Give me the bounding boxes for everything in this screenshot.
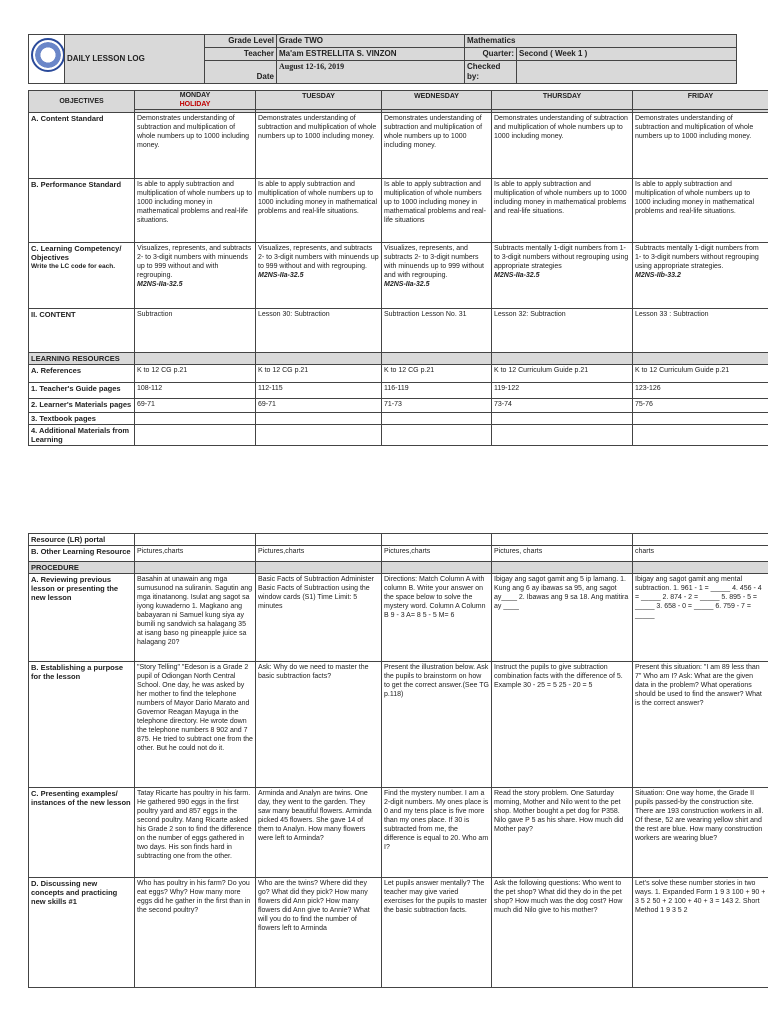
cell-tuesday: Demonstrates understanding of subtraction and multiplication of whole numbers up to 1000 including money. — [256, 113, 382, 179]
cell-monday: 69-71 — [135, 399, 256, 413]
table-row — [29, 353, 768, 365]
table-row — [29, 399, 768, 413]
table-row — [29, 878, 768, 988]
cell-wednesday — [382, 562, 492, 574]
cell-thursday: Ibigay ang sagot gamit ang 5 ip lamang. 1. Kung ang 6 ay ibawas sa 95, ang sagot ay____ 2. Ibawas ang 9 sa 18. Ang matitira ay ____ — [492, 574, 633, 662]
lc-code: M2NS-IIa-32.5 — [494, 272, 540, 279]
cell-thursday — [492, 534, 633, 546]
table-row — [29, 425, 768, 446]
cell-friday: Ibigay ang sagot gamit ang mental subtraction. 1. 961 - 1 = _____ 4. 456 - 4 = _____ 2. 874 - 2 = _____ 5. 895 - 5 = _____ 3. 658 - 0 = _____ 6. 759 - 7 = _____ — [633, 574, 768, 662]
table-row — [29, 574, 768, 662]
cell-wednesday: Demonstrates understanding of subtraction and multiplication of whole numbers up to 1000 including money. — [382, 113, 492, 179]
table-row — [29, 562, 768, 574]
cell-tuesday: Is able to apply subtraction and multiplication of whole numbers up to 1000 including money in mathematical problems and real-life situations. — [256, 179, 382, 243]
procedure-table — [28, 533, 768, 988]
row-label-1-teacher-s-guide-pages: 1. Teacher's Guide pages — [29, 383, 135, 399]
cell-thursday — [492, 425, 633, 446]
objectives-header: OBJECTIVES — [29, 91, 135, 113]
cell-tuesday: Lesson 30: Subtraction — [256, 309, 382, 353]
cell-wednesday: 116-119 — [382, 383, 492, 399]
cell-monday: Pictures,charts — [135, 546, 256, 562]
date-label: Date — [205, 61, 277, 84]
cell-tuesday — [256, 413, 382, 425]
lc-code: M2NS-IIb-33.2 — [635, 272, 681, 279]
cell-monday: Demonstrates understanding of subtraction and multiplication of whole numbers up to 1000 including money. — [135, 113, 256, 179]
cell-monday: K to 12 CG p.21 — [135, 365, 256, 383]
cell-monday: Visualizes, represents, and subtracts 2- to 3-digit numbers with minuends up to 999 without and with regrouping. M2NS-IIa-32.5 — [135, 243, 256, 309]
teacher-label: Teacher — [205, 48, 277, 61]
cell-thursday: Subtracts mentally 1-digit numbers from 1- to 3-digit numbers without regrouping using appropriate strategies M2NS-IIa-32.5 — [492, 243, 633, 309]
cell-friday: charts — [633, 546, 768, 562]
cell-friday: Demonstrates understanding of subtraction and multiplication of whole numbers up to 1000 including money. — [633, 113, 768, 179]
table-row — [29, 534, 768, 546]
row-label-a-content-standard: A. Content Standard — [29, 113, 135, 179]
row-label-c-learning-competency-objectives: C. Learning Competency/ Objectives Write the LC code for each. — [29, 243, 135, 309]
cell-friday — [633, 425, 768, 446]
row-label-3-textbook-pages: 3. Textbook pages — [29, 413, 135, 425]
deped-seal-cell — [29, 35, 65, 84]
cell-monday — [135, 353, 256, 365]
cell-friday: 123-126 — [633, 383, 768, 399]
cell-wednesday: 71-73 — [382, 399, 492, 413]
table-row — [29, 113, 768, 179]
row-label-resource-lr-portal: Resource (LR) portal — [29, 534, 135, 546]
row-label-ii-content: II. CONTENT — [29, 309, 135, 353]
row-label-b-performance-standard: B. Performance Standard — [29, 179, 135, 243]
teacher-value: Ma'am ESTRELLITA S. VINZON — [277, 48, 465, 61]
cell-tuesday: 69-71 — [256, 399, 382, 413]
cell-thursday: Instruct the pupils to give subtraction combination facts with the difference of 5. Example 30 - 25 = 5 25 - 20 = 5 — [492, 662, 633, 788]
row-label-2-learner-s-materials-pages: 2. Learner's Materials pages — [29, 399, 135, 413]
lc-code: M2NS-IIa-32.5 — [137, 281, 183, 288]
row-label-c-presenting-examples-instances-of-the-n: C. Presenting examples/ instances of the new lesson — [29, 788, 135, 878]
cell-tuesday: Ask: Why do we need to master the basic subtraction facts? — [256, 662, 382, 788]
cell-friday: 75-76 — [633, 399, 768, 413]
day-header-monday: MONDAY HOLIDAY — [135, 91, 256, 110]
cell-wednesday: Is able to apply subtraction and multiplication of whole numbers up to 1000 including money in mathematical problems and real-life situations — [382, 179, 492, 243]
log-title: DAILY LESSON LOG — [65, 35, 205, 84]
cell-tuesday: Who are the twins? Where did they go? What did they pick? How many flowers did Ann pick? How many flowers did Ann give to Annie? What will you do to find the number of flowers left to Arminda — [256, 878, 382, 988]
cell-wednesday — [382, 534, 492, 546]
cell-friday: Present this situation: "I am 89 less than 7" Who am I? Ask: What are the given data in the problem? What operations should be used to find the answer? What is the correct answer? — [633, 662, 768, 788]
table-row — [29, 788, 768, 878]
lc-code: M2NS-IIa-32.5 — [258, 272, 304, 279]
cell-monday — [135, 413, 256, 425]
table-row — [29, 662, 768, 788]
day-header-wednesday: WEDNESDAY — [382, 91, 492, 110]
cell-monday — [135, 562, 256, 574]
row-label-a-reviewing-previous-lesson-or-presentin: A. Reviewing previous lesson or presenting the new lesson — [29, 574, 135, 662]
cell-wednesday — [382, 425, 492, 446]
header-table — [28, 34, 737, 84]
quarter-value: Second ( Week 1 ) — [517, 48, 737, 61]
cell-tuesday: Arminda and Analyn are twins. One day, they went to the garden. They saw many beautiful flowers. Arminda picked 45 flowers. She gave 14 of them to Analyn. How many flowers were left to Arminda? — [256, 788, 382, 878]
cell-tuesday: Pictures,charts — [256, 546, 382, 562]
row-label-b-other-learning-resource: B. Other Learning Resource — [29, 546, 135, 562]
cell-monday: 108-112 — [135, 383, 256, 399]
cell-tuesday: Visualizes, represents, and subtracts 2- to 3-digit numbers with minuends up to 999 without and with regrouping. M2NS-IIa-32.5 — [256, 243, 382, 309]
day-header-thursday: THURSDAY — [492, 91, 633, 110]
table-row — [29, 383, 768, 399]
table-row — [29, 243, 768, 309]
quarter-label: Quarter: — [465, 48, 517, 61]
cell-thursday: Demonstrates understanding of subtraction and multiplication of whole numbers up to 1000 including money. — [492, 113, 633, 179]
cell-thursday: Read the story problem. One Saturday morning, Mother and Nilo went to the pet shop. Mother bought a pet dog for P358. Nilo gave P 5 as his share. How much did Mother pay? — [492, 788, 633, 878]
cell-thursday: Pictures, charts — [492, 546, 633, 562]
cell-tuesday — [256, 534, 382, 546]
checked-by-label: Checked by: — [465, 61, 517, 84]
objectives-table — [28, 90, 768, 446]
date-value: August 12-16, 2019 — [277, 61, 465, 84]
cell-friday: Lesson 33 : Subtraction — [633, 309, 768, 353]
lc-code: M2NS-IIa-32.5 — [384, 281, 430, 288]
cell-thursday: Lesson 32: Subtraction — [492, 309, 633, 353]
cell-thursday — [492, 413, 633, 425]
cell-friday: Is able to apply subtraction and multiplication of whole numbers up to 1000 including money in mathematical problems and real-life situations. — [633, 179, 768, 243]
cell-thursday — [492, 353, 633, 365]
table-row — [29, 309, 768, 353]
cell-monday — [135, 425, 256, 446]
table-row — [29, 413, 768, 425]
row-label-4-additional-materials-from-learning: 4. Additional Materials from Learning — [29, 425, 135, 446]
day-header-tuesday: TUESDAY — [256, 91, 382, 110]
cell-friday: Situation: One way home, the Grade II pupils passed-by the construction site. There are 193 construction workers in all. Of these, 52 are wearing yellow shirt and the rest are blue. How many construction workers are wearing blue? — [633, 788, 768, 878]
cell-friday — [633, 353, 768, 365]
cell-wednesday: Subtraction Lesson No. 31 — [382, 309, 492, 353]
objectives-rows — [29, 113, 768, 446]
row-label-a-references: A. References — [29, 365, 135, 383]
cell-thursday: 73-74 — [492, 399, 633, 413]
cell-wednesday: K to 12 CG p.21 — [382, 365, 492, 383]
cell-thursday: Ask the following questions: Who went to the pet shop? What did they do in the pet shop? How much was the dog cost? How much did Nilo give to his mother? — [492, 878, 633, 988]
row-label-learning-resources: LEARNING RESOURCES — [29, 353, 135, 365]
deped-seal-icon — [31, 38, 65, 72]
cell-thursday — [492, 562, 633, 574]
grade-level-value: Grade TWO — [277, 35, 465, 48]
cell-friday: Let's solve these number stories in two ways. 1. Expanded Form 1 9 3 100 + 90 + 3 5 2 50 + 2 100 + 40 + 3 = 143 2. Short Method 1 9 3 5 2 — [633, 878, 768, 988]
cell-thursday: 119-122 — [492, 383, 633, 399]
holiday-label: HOLIDAY — [179, 101, 211, 108]
procedure-rows — [29, 534, 768, 988]
cell-tuesday: K to 12 CG p.21 — [256, 365, 382, 383]
cell-friday: K to 12 Curriculum Guide p.21 — [633, 365, 768, 383]
day-header-friday: FRIDAY — [633, 91, 768, 110]
table-row — [29, 546, 768, 562]
table-row — [29, 365, 768, 383]
row-label-b-establishing-a-purpose-for-the-lesson: B. Establishing a purpose for the lesson — [29, 662, 135, 788]
cell-friday: Subtracts mentally 1-digit numbers from 1- to 3-digit numbers without regrouping using appropriate strategies. M2NS-IIb-33.2 — [633, 243, 768, 309]
cell-monday: Tatay Ricarte has poultry in his farm. He gathered 990 eggs in the first poultry yard and 857 eggs in the second poultry. Mang Ricarte asked his Grade 2 son to find the difference on the number of eggs gathered in two days. His son finds hard in subtracting one from the other. — [135, 788, 256, 878]
table-row — [29, 179, 768, 243]
cell-friday — [633, 562, 768, 574]
lesson-log-page-1 — [0, 34, 768, 446]
cell-monday — [135, 534, 256, 546]
grade-level-label: Grade Level — [205, 35, 277, 48]
cell-monday: "Story Telling" "Edeson is a Grade 2 pupil of Odiongan North Central School. One day, he was asked by her mother to find the telephone numbers of Mayor Dario Marato and Governor Reagan Mayuga in the telephone directory. He wrote down the telephone numbers 8 902 and 7 875. He tried to subtract one from the other. But he could not do it. — [135, 662, 256, 788]
cell-tuesday — [256, 425, 382, 446]
cell-monday: Is able to apply subtraction and multiplication of whole numbers up to 1000 including money in mathematical problems and real-life situations. — [135, 179, 256, 243]
cell-tuesday: Basic Facts of Subtraction Administer Basic Facts of Subtraction using the window cards (S1) Time Limit: 5 minutes — [256, 574, 382, 662]
subject-value: Mathematics — [465, 35, 737, 48]
cell-wednesday: Let pupils answer mentally? The teacher may give varied exercises for the pupils to master the basic subtraction facts. — [382, 878, 492, 988]
row-label-procedure: PROCEDURE — [29, 562, 135, 574]
cell-tuesday — [256, 562, 382, 574]
cell-wednesday — [382, 353, 492, 365]
cell-monday: Who has poultry in his farm? Do you eat eggs? Why? How many more eggs did he gather in the first than in the second poultry? — [135, 878, 256, 988]
cell-wednesday — [382, 413, 492, 425]
checked-by-value — [517, 61, 737, 84]
cell-thursday: K to 12 Curriculum Guide p.21 — [492, 365, 633, 383]
lesson-log-page-2 — [0, 533, 768, 988]
cell-tuesday — [256, 353, 382, 365]
cell-wednesday: Directions: Match Column A with column B. Write your answer on the space below to solve the mystery word. Column A Column B 9 - 3 A= 8 5 - 5 M= 6 — [382, 574, 492, 662]
row-label-d-discussing-new-concepts-and-practicing: D. Discussing new concepts and practicing new skills #1 — [29, 878, 135, 988]
cell-monday: Subtraction — [135, 309, 256, 353]
cell-wednesday: Find the mystery number. I am a 2-digit numbers. My ones place is 0 and my tens place is five more than my ones place. If 30 is subtracted from me, the difference is equal to 20. Who am I? — [382, 788, 492, 878]
cell-monday: Basahin at unawain ang mga sumusunod na suliranin. Sagutin ang mga itinatanong. Isulat ang sagot sa iyong kuwaderno 1. Magkano ang babayaran ni Samuel kung siya ay bumili ng sandwich sa halagang 35 at isang baso ng pineapple juice sa halagang 20? — [135, 574, 256, 662]
cell-tuesday: 112-115 — [256, 383, 382, 399]
cell-thursday: Is able to apply subtraction and multiplication of whole numbers up to 1000 including money in mathematical problems and real-life situations. — [492, 179, 633, 243]
cell-wednesday: Pictures,charts — [382, 546, 492, 562]
cell-friday — [633, 413, 768, 425]
cell-wednesday: Present the illustration below. Ask the pupils to brainstorm on how to get the correct answer.(See TG p.118) — [382, 662, 492, 788]
cell-friday — [633, 534, 768, 546]
cell-wednesday: Visualizes, represents, and subtracts 2- to 3-digit numbers with minuends up to 999 without and with regrouping. M2NS-IIa-32.5 — [382, 243, 492, 309]
